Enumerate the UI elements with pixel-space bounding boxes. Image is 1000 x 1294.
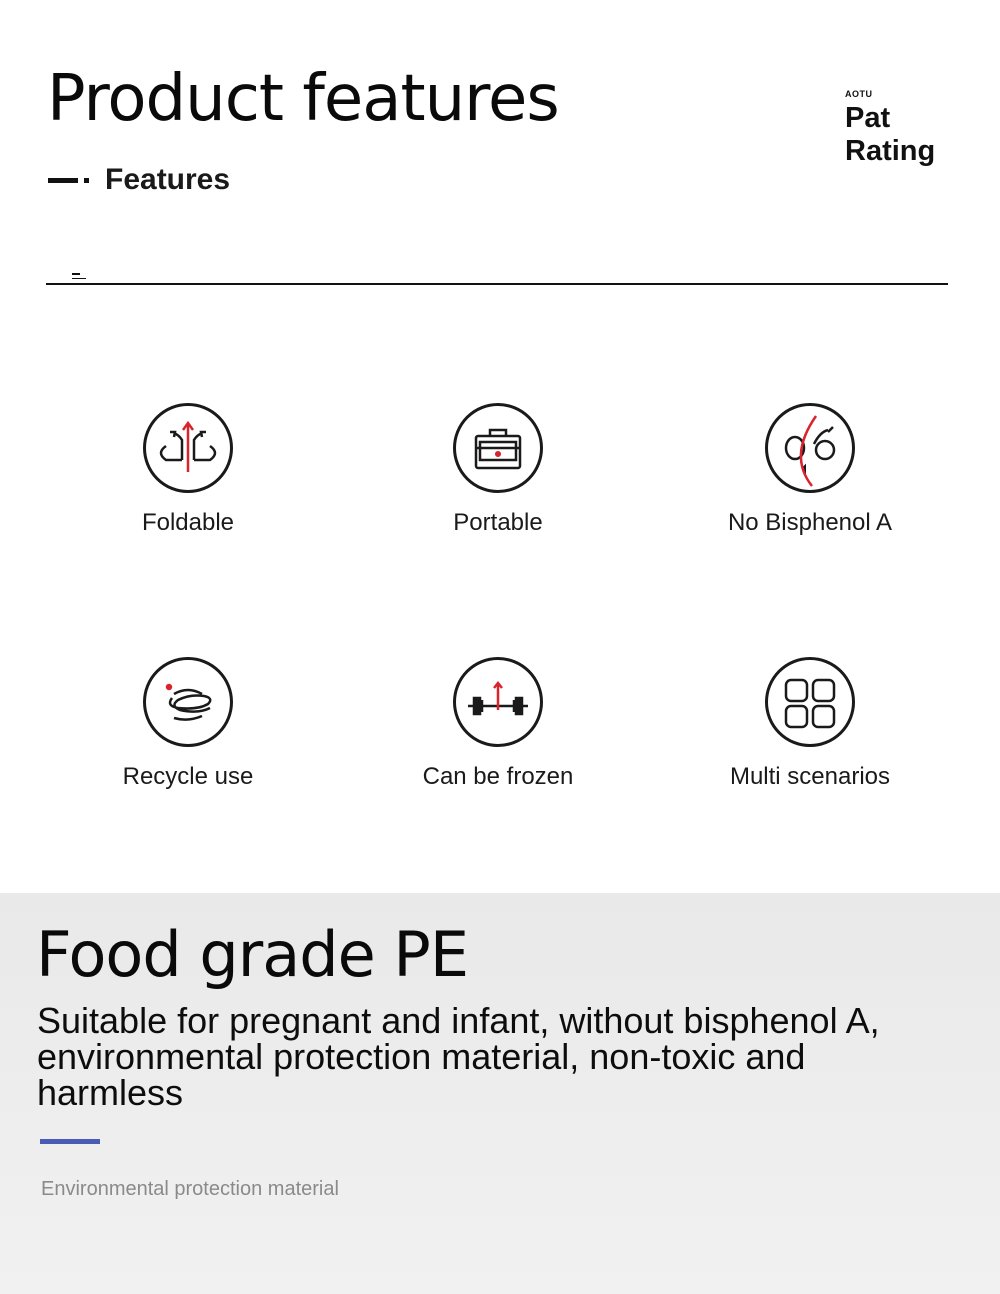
feature-foldable: [68, 403, 308, 537]
brand-line-1: Pat: [845, 102, 891, 134]
feature-label: No Bisphenol A: [727, 509, 893, 536]
subtitle-text: Features: [105, 163, 231, 196]
feature-label: Recycle use: [122, 763, 254, 790]
brand-line-2: Rating: [845, 135, 936, 167]
no-bpa-icon: [765, 403, 855, 493]
feature-recycle: [68, 657, 308, 791]
feature-portable: [378, 403, 618, 537]
feature-no-bpa: [690, 403, 930, 537]
dash-decoration: [48, 178, 78, 183]
brand-logo: [845, 90, 935, 165]
dumbbell-icon: [453, 657, 543, 747]
small-lines-decoration: [72, 273, 86, 282]
material-title: Food grade PE: [36, 918, 468, 991]
page-title: Product features: [47, 62, 559, 136]
section-subtitle: [48, 163, 230, 197]
brand-small-text: AOTU: [845, 89, 873, 99]
feature-multi-scenarios: [690, 657, 930, 791]
grid-icon: [765, 657, 855, 747]
feature-label: Multi scenarios: [729, 763, 891, 790]
feature-frozen: [378, 657, 618, 791]
material-description: Suitable for pregnant and infant, without bisphenol A, environmental protection material, non-toxic and harmless: [37, 1000, 880, 1113]
material-caption: Environmental protection material: [41, 1178, 339, 1200]
fold-arrows-icon: [143, 403, 233, 493]
divider-line: [46, 283, 948, 285]
feature-label: Can be frozen: [422, 763, 574, 790]
feature-label: Foldable: [141, 509, 235, 536]
recycle-icon: [143, 657, 233, 747]
briefcase-icon: [453, 403, 543, 493]
dot-decoration: [84, 178, 89, 183]
accent-bar: [40, 1139, 100, 1144]
feature-label: Portable: [453, 509, 543, 536]
